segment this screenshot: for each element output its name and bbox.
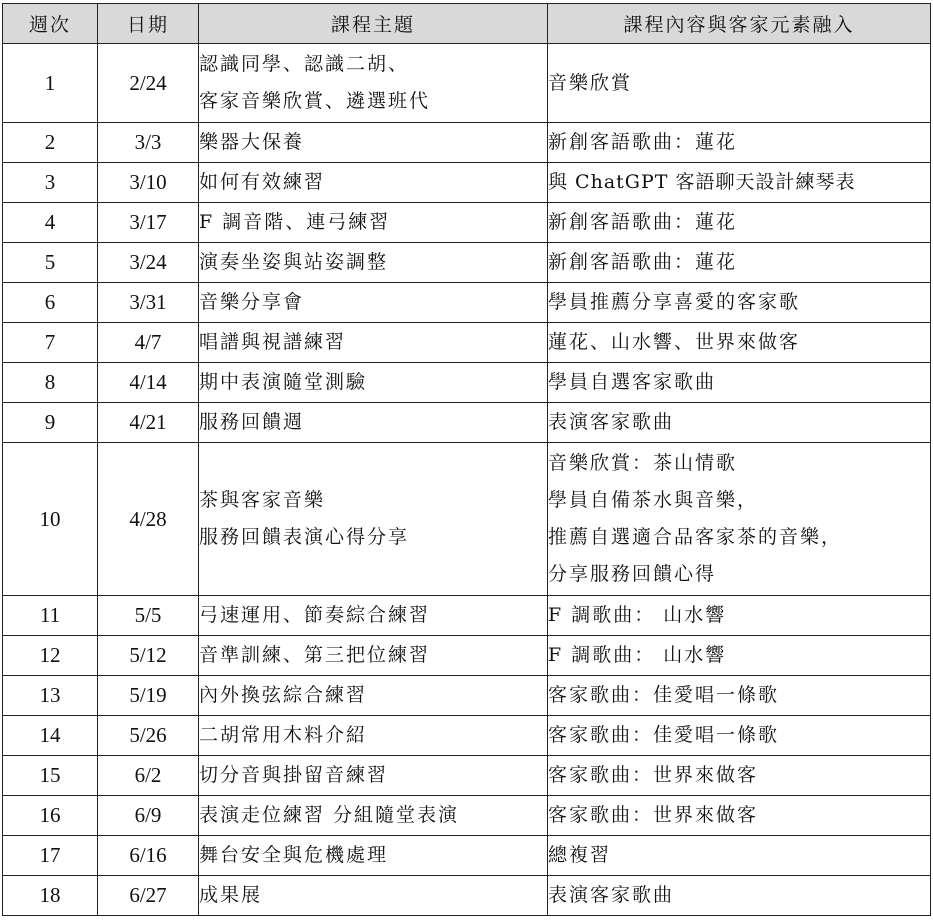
table-row [3, 676, 931, 716]
topic-cell [199, 756, 548, 796]
table-row [3, 636, 931, 676]
week-cell: 13 [3, 676, 98, 716]
topic-cell [199, 876, 548, 916]
topic-cell [199, 323, 548, 363]
content-cell [548, 363, 931, 403]
topic-line: 弓速運用、節奏綜合練習 [199, 604, 431, 626]
table-row [3, 323, 931, 363]
content-line: F 調歌曲： 山水響 [548, 644, 727, 666]
topic-cell [199, 243, 548, 283]
topic-line: 如何有效練習 [199, 171, 326, 193]
content-line: 音樂欣賞：茶山情歌 [548, 452, 738, 474]
table-row [3, 403, 931, 443]
content-line: 客家歌曲：佳愛唱一條歌 [548, 684, 780, 706]
table-row [3, 796, 931, 836]
week-cell: 3 [3, 163, 98, 203]
topic-cell [199, 636, 548, 676]
topic-line: 唱譜與視譜練習 [199, 331, 347, 353]
content-line: 分享服務回饋心得 [548, 563, 717, 585]
header-content: 課程內容與客家元素融入 [548, 4, 931, 44]
table-row [3, 44, 931, 123]
header-week: 週次 [3, 4, 98, 44]
content-cell [548, 796, 931, 836]
content-line: 客家歌曲：佳愛唱一條歌 [548, 724, 780, 746]
content-line: 客家歌曲：世界來做客 [548, 804, 759, 826]
week-cell: 6 [3, 283, 98, 323]
content-cell [548, 596, 931, 636]
table-row [3, 716, 931, 756]
content-cell [548, 123, 931, 163]
content-line: 音樂欣賞 [548, 71, 633, 94]
topic-line: 認識同學、認識二胡、 [199, 53, 410, 75]
content-line: 推薦自選適合品客家茶的音樂， [548, 526, 843, 548]
content-cell [548, 876, 931, 916]
topic-line: 舞台安全與危機處理 [199, 844, 389, 866]
topic-line: 茶與客家音樂 [199, 489, 326, 511]
date-cell: 3/10 [98, 163, 199, 203]
topic-cell [199, 676, 548, 716]
header-row [3, 4, 931, 44]
content-line: F 調歌曲： 山水響 [548, 604, 727, 626]
topic-cell [199, 716, 548, 756]
topic-line: 服務回饋週 [199, 411, 305, 433]
content-line: 與 ChatGPT 客語聊天設計練琴表 [548, 171, 856, 193]
topic-line: 期中表演隨堂測驗 [199, 371, 368, 393]
table-row [3, 756, 931, 796]
topic-cell [199, 443, 548, 596]
topic-line: 表演走位練習 分組隨堂表演 [199, 804, 460, 826]
topic-cell [199, 203, 548, 243]
topic-line: 客家音樂欣賞、遴選班代 [199, 90, 431, 112]
content-line: 學員自選客家歌曲 [548, 371, 717, 393]
topic-cell [199, 363, 548, 403]
week-cell: 2 [3, 123, 98, 163]
topic-line: 演奏坐姿與站姿調整 [199, 251, 389, 273]
date-cell: 5/19 [98, 676, 199, 716]
date-cell: 5/26 [98, 716, 199, 756]
date-cell: 3/31 [98, 283, 199, 323]
date-cell: 4/14 [98, 363, 199, 403]
table-row [3, 836, 931, 876]
content-cell [548, 636, 931, 676]
date-cell: 6/27 [98, 876, 199, 916]
content-cell [548, 44, 931, 123]
date-cell: 3/17 [98, 203, 199, 243]
content-cell [548, 243, 931, 283]
table-row [3, 203, 931, 243]
topic-cell [199, 403, 548, 443]
date-cell: 6/2 [98, 756, 199, 796]
content-cell [548, 203, 931, 243]
date-cell: 4/21 [98, 403, 199, 443]
table-row [3, 443, 931, 596]
date-cell: 2/24 [98, 44, 199, 123]
topic-line: 二胡常用木料介紹 [199, 724, 368, 746]
date-cell: 3/24 [98, 243, 199, 283]
content-line: 總複習 [548, 844, 612, 866]
topic-line: 內外換弦綜合練習 [199, 684, 368, 706]
week-cell: 5 [3, 243, 98, 283]
content-line: 客家歌曲：世界來做客 [548, 764, 759, 786]
content-cell [548, 756, 931, 796]
topic-line: F 調音階、連弓練習 [199, 211, 391, 233]
content-line: 表演客家歌曲 [548, 411, 675, 433]
topic-line: 成果展 [199, 884, 263, 906]
topic-line: 樂器大保養 [199, 131, 305, 153]
table-row [3, 283, 931, 323]
date-cell: 4/28 [98, 443, 199, 596]
date-cell: 6/9 [98, 796, 199, 836]
week-cell: 17 [3, 836, 98, 876]
content-line: 表演客家歌曲 [548, 884, 675, 906]
date-cell: 3/3 [98, 123, 199, 163]
course-schedule-table [2, 3, 931, 916]
table-row [3, 243, 931, 283]
topic-line: 切分音與掛留音練習 [199, 764, 389, 786]
week-cell: 12 [3, 636, 98, 676]
content-line: 新創客語歌曲：蓮花 [548, 251, 738, 273]
table-row [3, 876, 931, 916]
topic-line: 音準訓練、第三把位練習 [199, 644, 431, 666]
content-cell [548, 403, 931, 443]
topic-line: 音樂分享會 [199, 291, 305, 313]
week-cell: 8 [3, 363, 98, 403]
date-cell: 5/5 [98, 596, 199, 636]
content-line: 學員自備茶水與音樂， [548, 489, 759, 511]
content-line: 蓮花、山水響、世界來做客 [548, 331, 801, 353]
content-cell [548, 283, 931, 323]
topic-cell [199, 163, 548, 203]
week-cell: 18 [3, 876, 98, 916]
header-date: 日期 [98, 4, 199, 44]
table-row [3, 363, 931, 403]
table-row [3, 123, 931, 163]
content-cell [548, 676, 931, 716]
table-row [3, 596, 931, 636]
week-cell: 1 [3, 44, 98, 123]
topic-cell [199, 123, 548, 163]
content-cell [548, 163, 931, 203]
table-row [3, 163, 931, 203]
content-cell [548, 716, 931, 756]
topic-cell [199, 796, 548, 836]
topic-cell [199, 44, 548, 123]
topic-cell [199, 836, 548, 876]
week-cell: 9 [3, 403, 98, 443]
week-cell: 11 [3, 596, 98, 636]
week-cell: 16 [3, 796, 98, 836]
topic-line: 服務回饋表演心得分享 [199, 526, 410, 548]
content-cell [548, 323, 931, 363]
content-line: 新創客語歌曲：蓮花 [548, 211, 738, 233]
week-cell: 7 [3, 323, 98, 363]
header-topic: 課程主題 [199, 4, 548, 44]
topic-cell [199, 596, 548, 636]
week-cell: 4 [3, 203, 98, 243]
topic-cell [199, 283, 548, 323]
date-cell: 4/7 [98, 323, 199, 363]
content-cell [548, 443, 931, 596]
date-cell: 6/16 [98, 836, 199, 876]
content-line: 新創客語歌曲：蓮花 [548, 131, 738, 153]
content-line: 學員推薦分享喜愛的客家歌 [548, 291, 801, 313]
content-cell [548, 836, 931, 876]
week-cell: 14 [3, 716, 98, 756]
week-cell: 15 [3, 756, 98, 796]
week-cell: 10 [3, 443, 98, 596]
date-cell: 5/12 [98, 636, 199, 676]
